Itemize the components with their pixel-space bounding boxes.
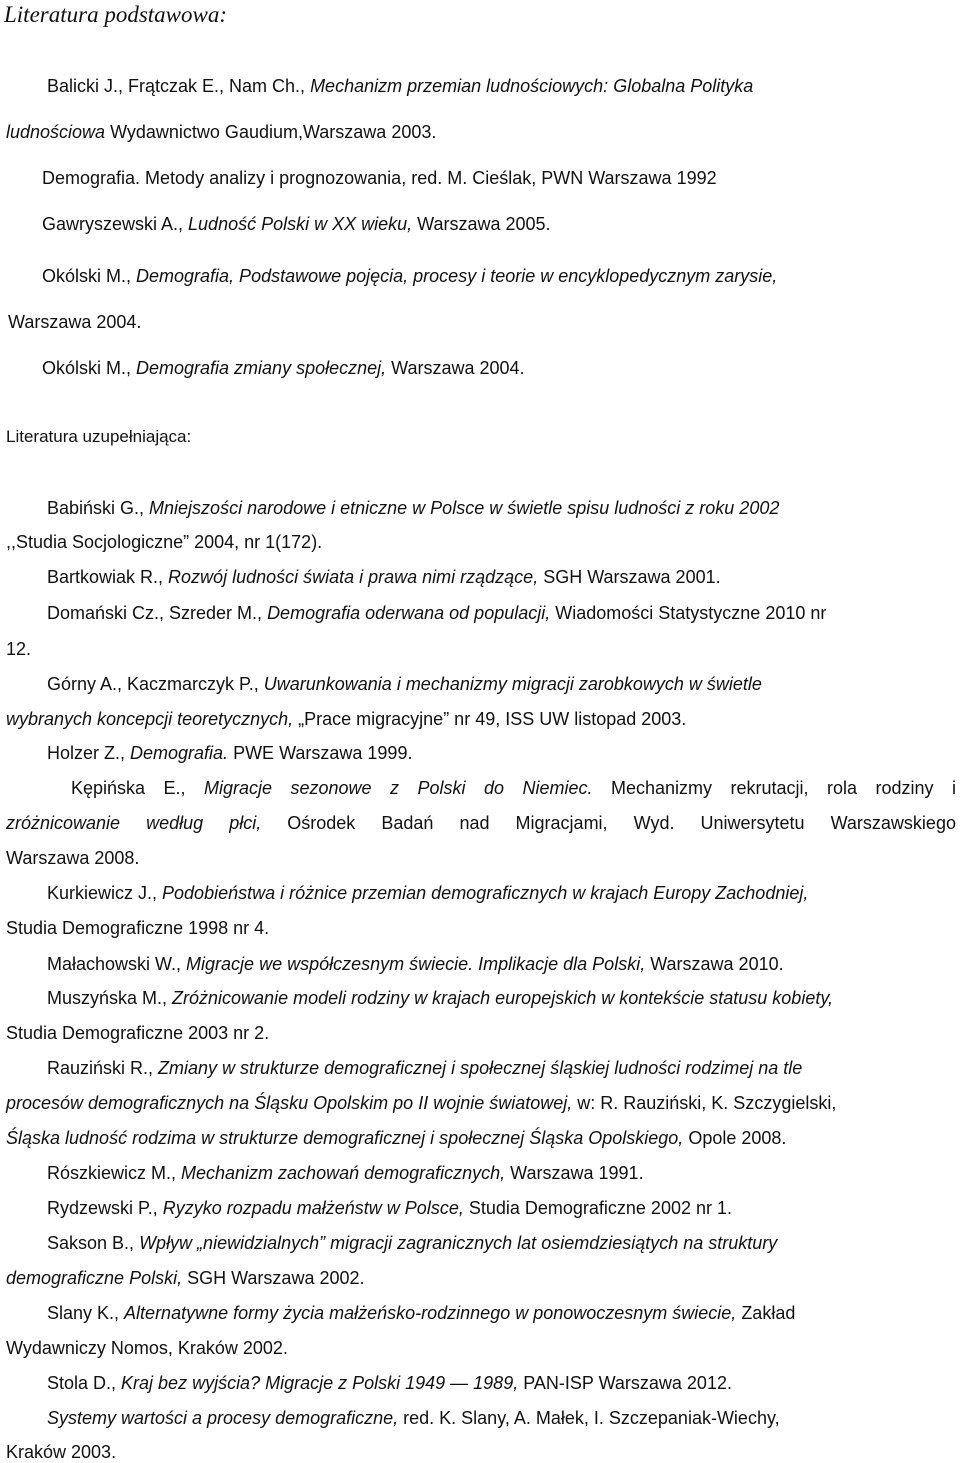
text-segment: „Prace migracyjne” nr 49, ISS UW listopad 2003. <box>293 709 687 729</box>
italic-title-word: płci, <box>229 813 262 833</box>
text-segment: Muszyńska M., <box>47 988 173 1008</box>
text-segment: Demografia. Metody analizy i prognozowania, red. M. Cieślak, PWN Warszawa 1992 <box>42 168 717 188</box>
bibliography-line <box>47 1407 780 1429</box>
text-word: Wyd. <box>633 813 675 833</box>
text-segment: Wydawnictwo Gaudium,Warszawa 2003. <box>105 122 437 142</box>
italic-title-segment: Demografia oderwana od populacji, <box>267 603 551 623</box>
italic-title-segment: Podobieństwa i różnice przemian demograficznych w krajach Europy Zachodniej, <box>162 883 809 903</box>
text-segment: w: R. Rauziński, K. Szczygielski, <box>572 1093 837 1113</box>
text-segment: Bartkowiak R., <box>47 567 169 587</box>
bibliography-line <box>42 167 717 189</box>
italic-title-word: Polski <box>417 778 466 798</box>
heading-main: Literatura podstawowa: <box>4 2 228 27</box>
italic-title-segment: Wpływ „niewidzialnych” migracji zagranicznych lat osiemdziesiątych na struktury <box>139 1233 778 1253</box>
italic-title-segment: Ludność Polski w XX wieku, <box>188 214 413 234</box>
bibliography-line <box>47 1302 795 1324</box>
text-segment: PWE Warszawa 1999. <box>228 743 413 763</box>
bibliography-line <box>6 708 686 730</box>
heading-supplementary: Literatura uzupełniająca: <box>6 427 192 446</box>
text-word: Kępińska <box>71 778 146 798</box>
bibliography-line <box>6 1092 836 1114</box>
text-segment: Warszawa 2004. <box>8 312 142 332</box>
bibliography-line <box>42 357 525 379</box>
italic-title-word: Migracje <box>204 778 273 798</box>
text-segment: Kraków 2003. <box>6 1442 117 1462</box>
bibliography-line <box>47 497 779 519</box>
bibliography-line <box>6 1337 288 1359</box>
text-word: E., <box>163 778 186 798</box>
text-segment: Holzer Z., <box>47 743 131 763</box>
text-segment: Studia Demograficzne 1998 nr 4. <box>6 918 270 938</box>
text-word: Ośrodek <box>287 813 356 833</box>
italic-title-segment: Uwarunkowania i mechanizmy migracji zarobkowych w świetle <box>263 674 762 694</box>
text-segment: ,,Studia Socjologiczne” 2004, nr 1(172). <box>6 532 323 552</box>
text-segment: Warszawa 2004. <box>386 358 525 378</box>
italic-title-segment: Zmiany w strukturze demograficznej i społecznej śląskiej ludności rodzimej na tle <box>158 1058 803 1078</box>
italic-title-segment: demograficzne Polski, <box>6 1268 183 1288</box>
bibliography-line <box>47 673 762 695</box>
text-word: rodziny <box>875 778 934 798</box>
italic-title-word: z <box>390 778 400 798</box>
text-segment: Małachowski W., <box>47 954 187 974</box>
italic-title-word: sezonowe <box>290 778 372 798</box>
italic-title-segment: ludnościowa <box>6 122 106 142</box>
bibliography-line <box>6 1441 116 1463</box>
text-word: nad <box>459 813 490 833</box>
text-segment: Rydzewski P., <box>47 1198 163 1218</box>
bibliography-line <box>6 1267 365 1289</box>
italic-title-segment: Mechanizm zachowań demograficznych, <box>181 1163 506 1183</box>
bibliography-line <box>47 1057 802 1079</box>
italic-title-word: do <box>484 778 505 798</box>
bibliography-line <box>47 953 784 975</box>
italic-title-segment: Ryzyko rozpadu małżeństw w Polsce, <box>162 1198 464 1218</box>
text-segment: Babiński G., <box>47 498 150 518</box>
bibliography-line <box>47 742 412 764</box>
text-segment: Opole 2008. <box>683 1128 787 1148</box>
text-segment: Zakład <box>736 1303 796 1323</box>
text-segment: Sakson B., <box>47 1233 140 1253</box>
text-segment: Studia Demograficzne 2003 nr 2. <box>6 1023 270 1043</box>
text-word: i <box>951 778 956 798</box>
text-word: rola <box>826 778 857 798</box>
bibliography-line <box>42 265 777 287</box>
text-segment: Kurkiewicz J., <box>47 883 163 903</box>
text-segment: Okólski M., <box>42 266 137 286</box>
text-segment: SGH Warszawa 2002. <box>182 1268 365 1288</box>
text-segment: Warszawa 2005. <box>412 214 551 234</box>
text-word: Uniwersytetu <box>700 813 805 833</box>
italic-title-segment: Rozwój ludności świata i prawa nimi rządzące, <box>168 567 539 587</box>
italic-title-word: zróżnicowanie <box>6 813 121 833</box>
text-segment: Stola D., <box>47 1373 122 1393</box>
text-segment: Wydawniczy Nomos, Kraków 2002. <box>6 1338 288 1358</box>
text-segment: Wiadomości Statystyczne 2010 nr <box>550 603 827 623</box>
text-word: Warszawskiego <box>830 813 956 833</box>
italic-title-segment: Demografia. <box>130 743 229 763</box>
text-segment: Górny A., Kaczmarczyk P., <box>47 674 264 694</box>
text-segment: 12. <box>6 639 32 659</box>
text-segment: Slany K., <box>47 1303 125 1323</box>
text-word: rekrutacji, <box>730 778 809 798</box>
text-word: Migracjami, <box>515 813 608 833</box>
text-segment: Rauziński R., <box>47 1058 159 1078</box>
bibliography-line <box>42 213 551 235</box>
bibliography-line <box>6 1022 269 1044</box>
italic-title-word: Niemiec. <box>522 778 593 798</box>
bibliography-line <box>71 777 956 799</box>
italic-title-segment: Kraj bez wyjścia? Migracje z Polski 1949 — 1989, <box>121 1373 519 1393</box>
italic-title-segment: Zróżnicowanie modeli rodziny w krajach europejskich w kontekście statusu kobiety, <box>172 988 833 1008</box>
bibliography-line <box>6 812 956 834</box>
italic-title-segment: Systemy wartości a procesy demograficzne, <box>47 1408 399 1428</box>
text-word: Mechanizmy <box>610 778 713 798</box>
bibliography-line <box>47 987 833 1009</box>
italic-title-segment: Demografia, Podstawowe pojęcia, procesy i teorie w encyklopedycznym zarysie, <box>136 266 778 286</box>
bibliography-line <box>47 602 826 624</box>
italic-title-segment: Mniejszości narodowe i etniczne w Polsce w świetle spisu ludności z roku 2002 <box>149 498 780 518</box>
text-word: Badań <box>381 813 434 833</box>
bibliography-line <box>6 847 139 869</box>
italic-title-segment: Migracje we współczesnym świecie. Implikacje dla Polski, <box>186 954 646 974</box>
bibliography-line <box>47 75 753 97</box>
italic-title-segment: Mechanizm przemian ludnościowych: Globalna Polityka <box>310 76 754 96</box>
text-segment: red. K. Slany, A. Małek, I. Szczepaniak-Wiechy, <box>398 1408 780 1428</box>
italic-title-segment: Śląska ludność rodzima w strukturze demograficznej i społecznej Śląska Opolskiego, <box>6 1128 684 1148</box>
italic-title-word: według <box>146 813 204 833</box>
bibliography-line <box>47 1372 732 1394</box>
italic-title-segment: procesów demograficznych na Śląsku Opolskim po II wojnie światowej, <box>6 1093 573 1113</box>
bibliography-line <box>6 121 436 143</box>
text-segment: Balicki J., Frątczak E., Nam Ch., <box>47 76 311 96</box>
text-segment: Domański Cz., Szreder M., <box>47 603 268 623</box>
bibliography-line <box>47 882 808 904</box>
bibliography-line <box>6 638 31 660</box>
text-segment: Okólski M., <box>42 358 137 378</box>
bibliography-line <box>6 917 269 939</box>
italic-title-segment: Alternatywne formy życia małżeńsko-rodzinnego w ponowoczesnym świecie, <box>124 1303 737 1323</box>
bibliography-line <box>6 1127 786 1149</box>
text-segment: Gawryszewski A., <box>42 214 189 234</box>
text-segment: Warszawa 1991. <box>505 1163 644 1183</box>
text-segment: PAN-ISP Warszawa 2012. <box>518 1373 732 1393</box>
bibliography-line <box>47 1232 777 1254</box>
bibliography-line <box>47 566 721 588</box>
bibliography-line <box>8 311 141 333</box>
text-segment: Studia Demograficzne 2002 nr 1. <box>463 1198 732 1218</box>
italic-title-segment: Demografia zmiany społecznej, <box>136 358 387 378</box>
text-segment: Warszawa 2010. <box>645 954 784 974</box>
text-segment: SGH Warszawa 2001. <box>538 567 721 587</box>
bibliography-line <box>47 1197 732 1219</box>
bibliography-line <box>6 531 322 553</box>
bibliography-line <box>47 1162 644 1184</box>
italic-title-segment: wybranych koncepcji teoretycznych, <box>6 709 294 729</box>
text-segment: Warszawa 2008. <box>6 848 140 868</box>
text-segment: Rószkiewicz M., <box>47 1163 182 1183</box>
